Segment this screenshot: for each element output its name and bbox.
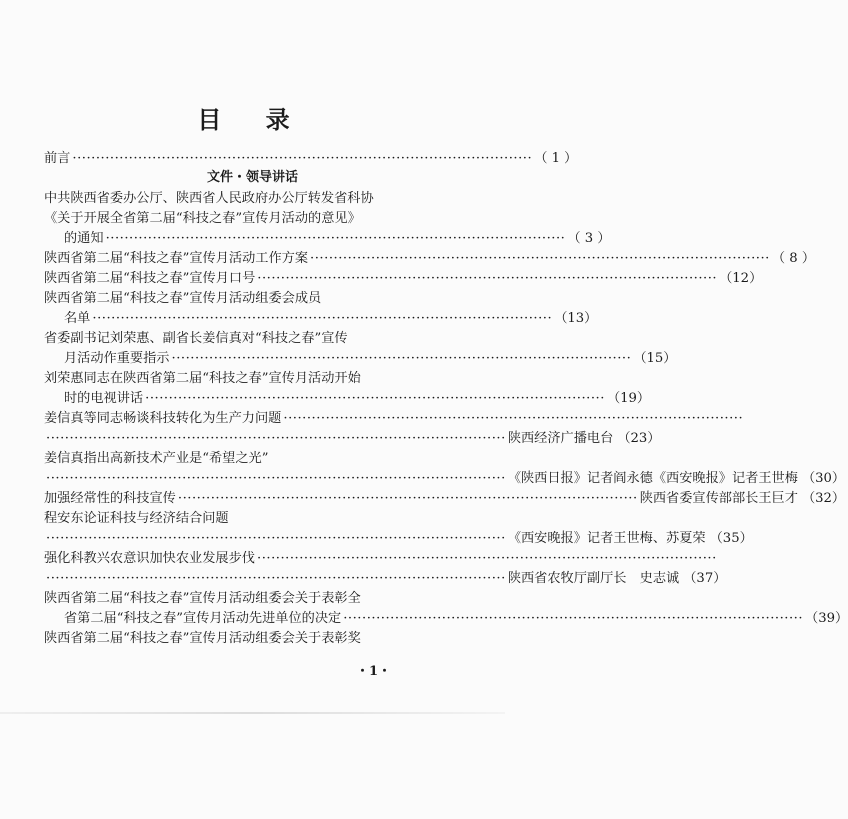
leader-dots: ·································································································· (46, 531, 506, 546)
leader-dots: ·································································································· (145, 391, 605, 406)
entry-author: 陕西经济广播电台 (507, 431, 614, 446)
leader-dots: ·································································································· (105, 231, 566, 246)
toc-entry-line (64, 610, 848, 628)
entry-title: 陕西省第二届“科技之春”宣传月活动组委会成员 (44, 291, 322, 306)
entry-title: 强化科教兴农意识加快农业发展步伐 (44, 551, 255, 566)
entry-page: （12） (719, 271, 763, 286)
toc-entry-line (44, 290, 321, 308)
toc-entry (44, 270, 763, 288)
entry-title: 陕西省第二届“科技之春”宣传月活动组委会关于表彰全 (44, 591, 361, 606)
toc-entry-line (44, 590, 361, 608)
leader-dots: ·································································································· (72, 151, 533, 166)
entry-page: （35） (709, 531, 753, 546)
toc-entry-line (44, 630, 361, 648)
leader-dots: ·································································································· (257, 271, 718, 286)
entry-title: 陕西省第二届“科技之春”宣传月活动组委会关于表彰奖 (44, 631, 361, 646)
leader-dots: ·································································································· (92, 311, 553, 326)
entry-page: （19） (606, 391, 651, 406)
leader-dots: ·································································································· (283, 411, 744, 426)
entry-title: 程安东论证科技与经济结合问题 (44, 511, 229, 526)
toc-entry (44, 250, 816, 268)
entry-title: 前言 (44, 151, 71, 166)
entry-title: 时的电视讲话 (64, 391, 144, 406)
toc-entry-line (64, 310, 598, 328)
toc-entry-line (64, 230, 611, 248)
toc-entry-line (44, 470, 846, 488)
entry-title: 刘荣惠同志在陕西省第二届“科技之春”宣传月活动开始 (44, 371, 361, 386)
leader-dots: ·································································································· (171, 351, 632, 366)
page-title: 目 录 (197, 105, 308, 134)
entry-title: 陕西省第二届“科技之春”宣传月口号 (44, 271, 256, 286)
toc-entry-line (44, 370, 361, 388)
scan-smudge (0, 712, 505, 714)
entry-page: （37） (683, 571, 727, 586)
entry-page: （32） (801, 491, 846, 506)
entry-page: （ 1 ） (534, 151, 578, 166)
entry-page: （30） (801, 471, 846, 486)
leader-dots: ·································································································· (310, 251, 770, 266)
entry-title: 月活动作重要指示 (64, 351, 170, 366)
entry-title: 加强经常性的科技宣传 (44, 491, 176, 506)
entry-page: （39） (805, 611, 848, 626)
entry-page: （ 3 ） (567, 231, 611, 246)
toc-entry-line (44, 430, 661, 448)
entry-page: （13） (554, 311, 598, 326)
entry-title: 陕西省第二届“科技之春”宣传月活动工作方案 (44, 251, 309, 266)
entry-author: 《陕西日报》记者阎永德《西安晚报》记者王世梅 (507, 471, 798, 486)
entry-page: （15） (633, 351, 677, 366)
leader-dots: ·································································································· (177, 491, 638, 506)
toc-entry-line (44, 550, 717, 568)
entry-title: 姜信真指出高新技术产业是“希望之光” (44, 451, 269, 466)
toc-entry-line (44, 210, 361, 228)
toc-entry-line (64, 390, 651, 408)
leader-dots: ·································································································· (46, 571, 506, 586)
toc-entry-line (44, 330, 348, 348)
entry-title: 姜信真等同志畅谈科技转化为生产力问题 (44, 411, 282, 426)
toc-entry-line (44, 510, 229, 528)
entry-author: 陕西省农牧厅副厅长 史志诚 (507, 571, 680, 586)
toc-entry (44, 490, 846, 508)
section-heading: 文件・领导讲话 (206, 170, 298, 185)
toc-entry-line (64, 350, 677, 368)
toc-entry-line (44, 410, 744, 428)
entry-page: （ 8 ） (771, 251, 816, 266)
entry-author: 陕西省委宣传部部长王巨才 (639, 491, 798, 506)
leader-dots: ·································································································· (46, 471, 506, 486)
toc-entry-line (44, 570, 727, 588)
entry-title: 《关于开展全省第二届“科技之春”宣传月活动的意见》 (44, 211, 361, 226)
leader-dots: ·································································································· (46, 431, 506, 446)
entry-author: 《西安晚报》记者王世梅、苏夏荣 (507, 531, 706, 546)
leader-dots: ·································································································· (343, 611, 804, 626)
entry-title: 中共陕西省委办公厅、陕西省人民政府办公厅转发省科协 (44, 191, 374, 206)
entry-page: （23） (617, 431, 661, 446)
entry-title: 省委副书记刘荣惠、副省长姜信真对“科技之春”宣传 (44, 331, 348, 346)
leader-dots: ·································································································· (257, 551, 717, 566)
toc-entry-line (44, 190, 374, 208)
entry-title: 的通知 (64, 231, 104, 246)
entry-title: 名单 (64, 311, 91, 326)
entry-title: 省第二届“科技之春”宣传月活动先进单位的决定 (64, 611, 342, 626)
toc-entry-line (44, 450, 268, 468)
page-number: ・1・ (356, 664, 392, 679)
toc-entry-line (44, 530, 753, 548)
